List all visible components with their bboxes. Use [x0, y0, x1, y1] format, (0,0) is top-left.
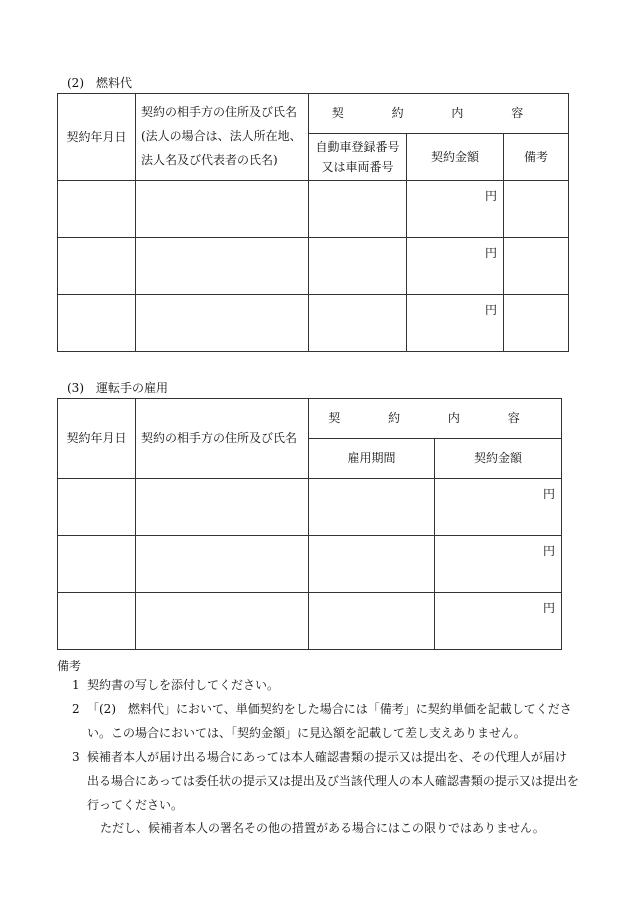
section-3-heading: (3) 運転手の雇用: [67, 381, 168, 395]
driver-table-row: [58, 479, 562, 536]
driver-table-row: [58, 536, 562, 593]
driver-col-contract-party: 契約の相手方の住所及び氏名: [136, 399, 309, 479]
fuel-cell-vehicle[interactable]: [309, 238, 407, 295]
note-proviso: ただし、候補者本人の署名その他の措置がある場合にはこの限りではありません。: [100, 821, 545, 835]
note-item-3: [72, 745, 592, 817]
fuel-sub-vehicle-number: [309, 134, 407, 181]
fuel-cell-remarks[interactable]: [504, 181, 569, 238]
fuel-cell-party[interactable]: [136, 181, 309, 238]
fuel-cell-amount[interactable]: 円: [407, 238, 504, 295]
fuel-col-contract-party: [136, 94, 309, 181]
driver-sub-contract-amount: 契約金額: [435, 439, 562, 479]
fuel-col-contract-contents: [309, 94, 569, 134]
note-text: 「(2) 燃料代」において、単価契約をした場合には「備考」に契約単価を記載してくださ い。この場合においては、「契約金額」に見込額を記載して差し支えありません。: [87, 702, 572, 740]
driver-cell-period[interactable]: [309, 536, 435, 593]
fuel-sub-contract-amount: 契約金額: [407, 134, 504, 181]
driver-table-header-row-1: [58, 399, 562, 439]
fuel-cell-remarks[interactable]: [504, 238, 569, 295]
fuel-cell-party[interactable]: [136, 238, 309, 295]
section-2-heading: (2) 燃料代: [67, 76, 132, 90]
fuel-table-row: [58, 238, 569, 295]
fuel-cell-date[interactable]: [58, 295, 136, 352]
driver-employment-table: [57, 398, 562, 650]
fuel-cell-vehicle[interactable]: [309, 295, 407, 352]
note-text: 候補者本人が届け出る場合にあっては本人確認書類の提示又は提出を、その代理人が届け 出る場合にあっては委任状の提示又は提出及び当該代理人の本人確認書類の提示又は提出を 行ってください。: [87, 750, 579, 812]
fuel-col-party-line-3: 法人名及び代表者の氏名): [141, 153, 278, 167]
driver-col-contract-date: 契約年月日: [58, 399, 136, 479]
note-number: 2: [72, 702, 80, 716]
driver-cell-party[interactable]: [136, 536, 309, 593]
fuel-cell-amount[interactable]: 円: [407, 295, 504, 352]
fuel-sub-vehicle-line-1: 自動車登録番号: [315, 140, 400, 154]
driver-table-row: [58, 593, 562, 650]
fuel-cell-vehicle[interactable]: [309, 181, 407, 238]
fuel-table-header-row-1: [58, 94, 569, 134]
fuel-cell-date[interactable]: [58, 238, 136, 295]
fuel-cell-amount[interactable]: 円: [407, 181, 504, 238]
fuel-col-party-line-1: 契約の相手方の住所及び氏名: [141, 105, 298, 119]
driver-cell-period[interactable]: [309, 479, 435, 536]
note-number: 3: [72, 750, 80, 764]
fuel-table-row: [58, 181, 569, 238]
driver-cell-party[interactable]: [136, 593, 309, 650]
driver-cell-amount[interactable]: 円: [435, 536, 562, 593]
note-item-1: [72, 673, 592, 697]
note-text: 契約書の写しを添付してください。: [87, 678, 280, 692]
driver-cell-period[interactable]: [309, 593, 435, 650]
driver-cell-amount[interactable]: 円: [435, 593, 562, 650]
driver-contents-label: 契 約 内 容: [328, 411, 542, 426]
driver-cell-date[interactable]: [58, 536, 136, 593]
fuel-cell-date[interactable]: [58, 181, 136, 238]
fuel-col-party-line-2: (法人の場合は、法人所在地、: [141, 129, 302, 143]
fuel-cell-party[interactable]: [136, 295, 309, 352]
note-item-2: [72, 697, 592, 745]
driver-sub-employment-period: 雇用期間: [309, 439, 435, 479]
driver-cell-date[interactable]: [58, 479, 136, 536]
fuel-table-row: [58, 295, 569, 352]
fuel-cell-remarks[interactable]: [504, 295, 569, 352]
note-number: 1: [72, 678, 80, 692]
driver-cell-amount[interactable]: 円: [435, 479, 562, 536]
driver-col-contract-contents: [309, 399, 562, 439]
fuel-contents-label: 契 約 内 容: [331, 106, 546, 121]
driver-cell-party[interactable]: [136, 479, 309, 536]
notes-title: 備考: [57, 659, 82, 673]
fuel-sub-remarks: 備考: [504, 134, 569, 181]
fuel-cost-table: [57, 93, 569, 352]
fuel-sub-vehicle-line-2: 又は車両番号: [321, 160, 394, 174]
driver-cell-date[interactable]: [58, 593, 136, 650]
fuel-col-contract-date: 契約年月日: [58, 94, 136, 181]
